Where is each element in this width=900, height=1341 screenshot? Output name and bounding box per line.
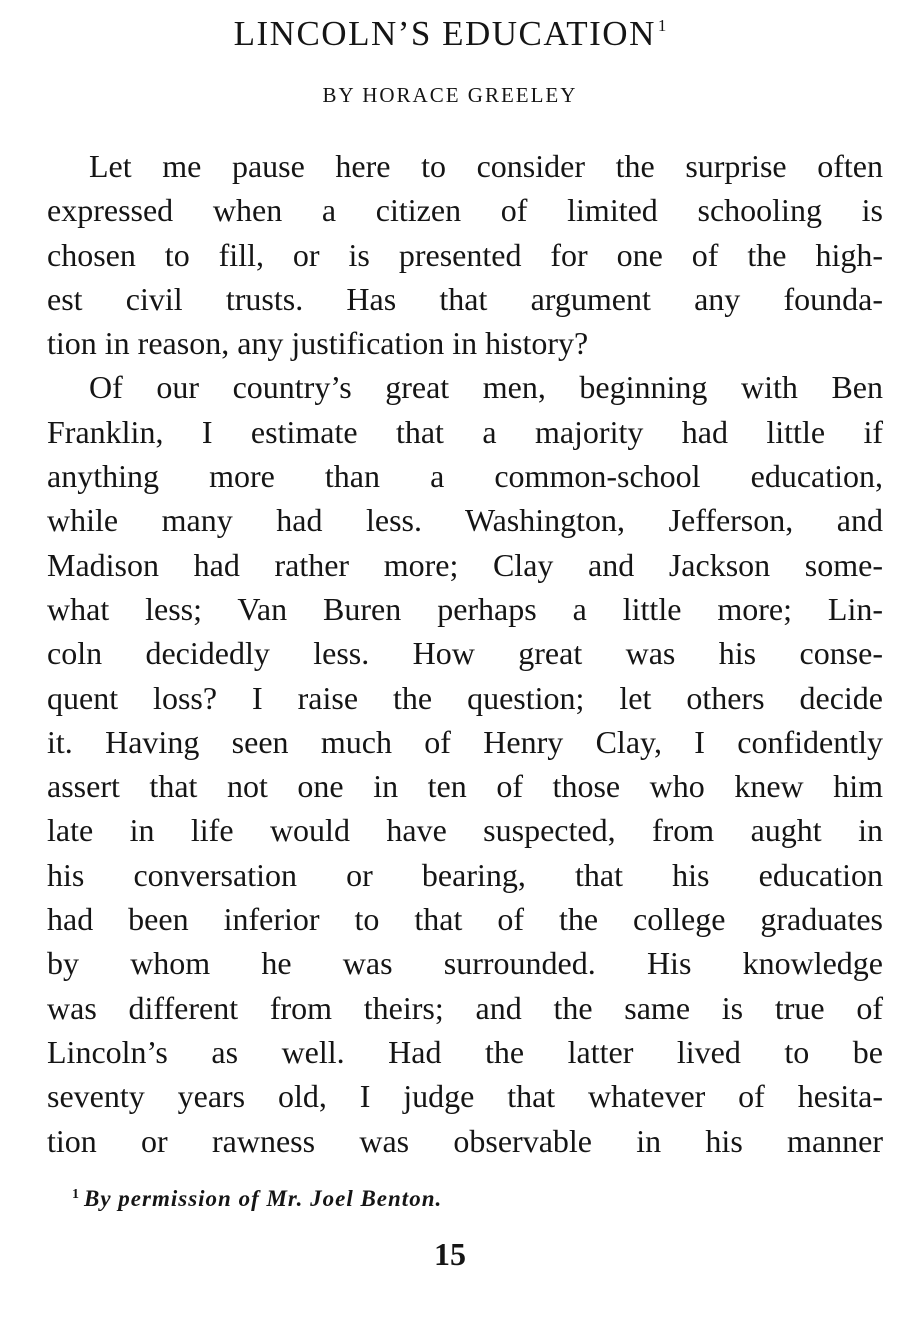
footnote-text: By permission of Mr. Joel Benton. <box>84 1186 443 1211</box>
text-line: was different from theirs; and the same is true of <box>47 989 883 1026</box>
text-line: Of our country’s great men, beginning with Ben <box>89 369 883 406</box>
text-line: tion or rawness was observable in his manner <box>47 1122 883 1159</box>
page-number: 15 <box>434 1236 466 1272</box>
text-line: est civil trusts. Has that argument any founda- <box>47 280 883 317</box>
text-line: had been inferior to that of the college graduates <box>47 901 883 938</box>
text-line: Franklin, I estimate that a majority had little if <box>47 413 883 450</box>
text-line: late in life would have suspected, from aught in <box>47 812 883 849</box>
text-line: anything more than a common-school education, <box>47 458 883 495</box>
text-line: tion in reason, any justification in history? <box>47 325 589 362</box>
text-line: his conversation or bearing, that his education <box>47 856 883 893</box>
text-line: Let me pause here to consider the surprise often <box>89 148 883 184</box>
chapter-title-text: LINCOLN’S EDUCATION <box>233 14 656 53</box>
title-footnote-mark: 1 <box>657 16 667 35</box>
text-line: while many had less. Washington, Jefferson, and <box>47 502 883 539</box>
chapter-title <box>0 4 900 56</box>
footnote-mark: 1 <box>72 1187 80 1202</box>
body-text <box>47 144 883 1163</box>
text-line: Lincoln’s as well. Had the latter lived to be <box>47 1033 883 1070</box>
text-line: assert that not one in ten of those who knew him <box>47 768 883 805</box>
text-line: coln decidedly less. How great was his conse- <box>47 635 883 672</box>
text-line: quent loss? I raise the question; let others decide <box>47 679 883 716</box>
footnote <box>72 1186 442 1212</box>
byline: BY HORACE GREELEY <box>322 83 578 107</box>
text-line: chosen to fill, or is presented for one of the high- <box>47 236 883 273</box>
text-line: by whom he was surrounded. His knowledge <box>47 945 883 982</box>
text-line: Madison had rather more; Clay and Jackson some- <box>47 546 883 583</box>
text-line: seventy years old, I judge that whatever of hesita- <box>47 1078 883 1115</box>
text-line: expressed when a citizen of limited schooling is <box>47 192 883 229</box>
text-line: what less; Van Buren perhaps a little more; Lin- <box>47 590 883 627</box>
text-line: it. Having seen much of Henry Clay, I confidently <box>47 723 883 760</box>
